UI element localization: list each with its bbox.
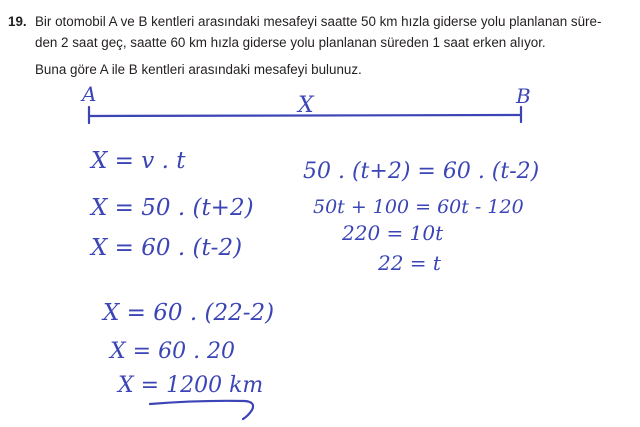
equation-left-3: X = 60 . (t-2) <box>91 235 243 261</box>
bottom-equations <box>101 300 274 419</box>
left-equations <box>89 148 254 261</box>
problem-line-2: den 2 saat geç, saatte 60 km hızla giderse yolu planlanan süreden 1 saat erken alıyor. <box>35 35 546 50</box>
label-x: X <box>298 93 314 118</box>
problem-text-1: Bir otomobil A ve B kentleri arasındaki mesafeyi saatte 50 km hızla giderse yolu planlanan süre- <box>35 14 602 29</box>
problem-number: 19. <box>8 14 27 29</box>
equation-right-4: 22 = t <box>378 251 441 275</box>
equation-right-2: 50t + 100 = 60t - 120 <box>313 196 524 218</box>
equation-left-2: X = 50 . (t+2) <box>91 195 254 221</box>
right-equations <box>303 159 539 275</box>
equation-left-1: X = v . t <box>91 148 186 174</box>
equation-bottom-2: X = 60 . 20 <box>110 339 236 364</box>
equation-right-1: 50 . (t+2) = 60 . (t-2) <box>303 159 540 184</box>
label-a: A <box>82 82 97 106</box>
label-b: B <box>516 84 531 108</box>
equation-bottom-1: X = 60 . (22-2) <box>103 300 275 326</box>
equation-bottom-3: X = 1200 km <box>118 373 264 398</box>
segment-diagram <box>80 82 531 123</box>
equation-right-3: 220 = 10t <box>342 221 444 245</box>
problem-question: Buna göre A ile B kentleri arasındaki mesafeyi bulunuz. <box>35 62 362 77</box>
answer-underline <box>150 401 253 419</box>
